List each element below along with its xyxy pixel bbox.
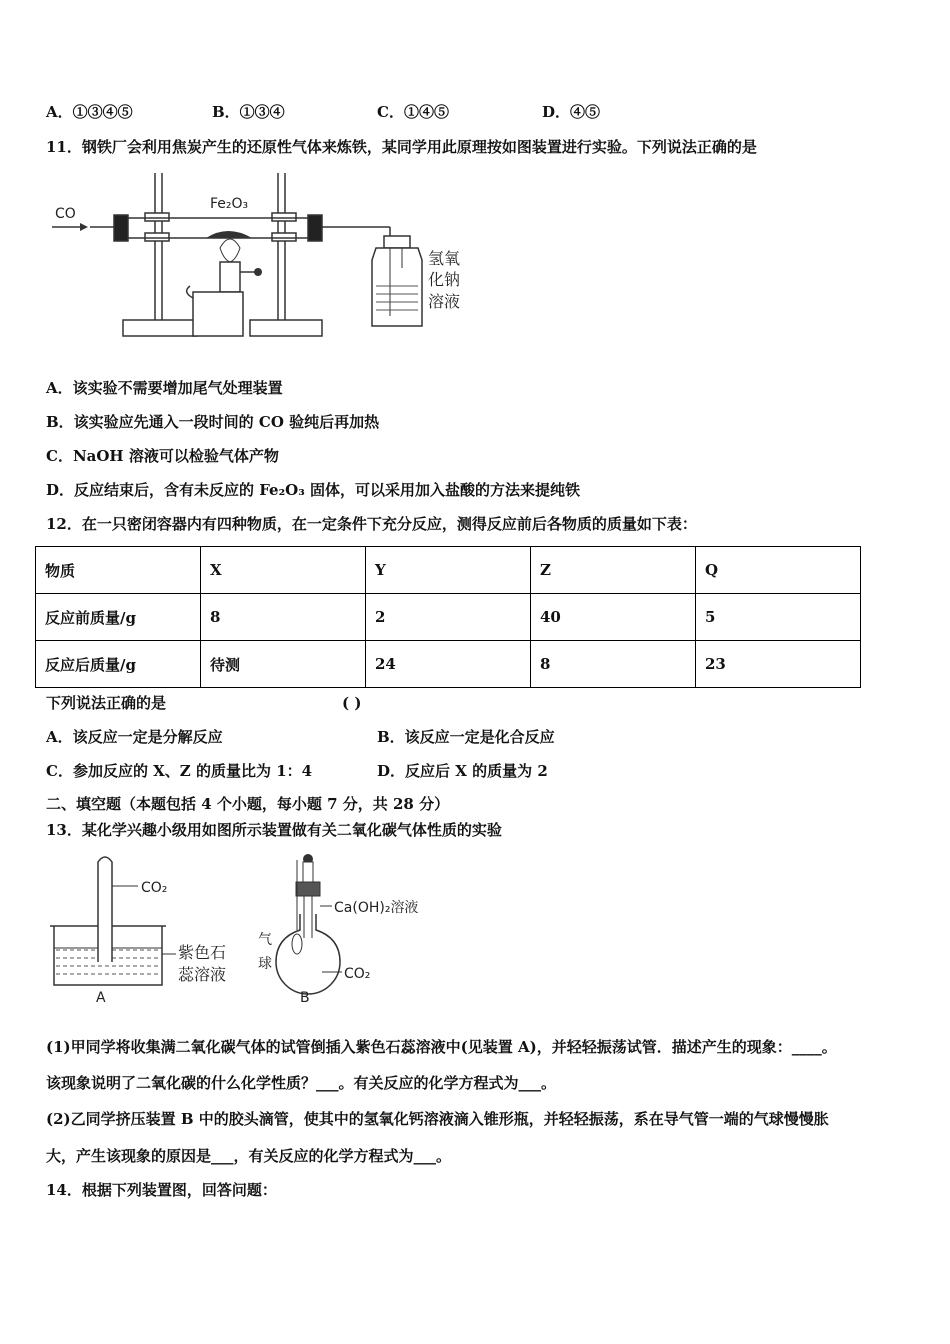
- balloon-label-2: 球: [258, 956, 272, 972]
- table-row-header: [36, 547, 861, 594]
- fe2o3-label: Fe₂O₃: [210, 196, 249, 212]
- label-b: B: [300, 990, 310, 1006]
- table-cell: 待测: [201, 641, 366, 688]
- q12-answer-paren: ( ): [342, 694, 362, 712]
- table-cell: Y: [366, 547, 531, 594]
- q10-option-c: C．①④⑤: [377, 103, 449, 121]
- litmus-label-2: 蕊溶液: [178, 965, 227, 984]
- label-a: A: [96, 990, 106, 1006]
- table-row-before: [36, 594, 861, 641]
- q10-option-d: D．④⑤: [542, 103, 601, 121]
- q11-option-c: C．NaOH 溶液可以检验气体产物: [46, 447, 279, 465]
- q11-option-d: D．反应结束后，含有未反应的 Fe₂O₃ 固体，可以采用加入盐酸的方法来提纯铁: [46, 481, 581, 499]
- q13-part2-line1: (2)乙同学挤压装置 B 中的胶头滴管，使其中的氢氧化钙溶液滴入锥形瓶，并轻轻振荡，系在导气管一端的气球慢慢胀: [46, 1110, 829, 1128]
- q12-option-c: C．参加反应的 X、Z 的质量比为 1：4: [46, 762, 313, 780]
- q13-apparatus-figure: [50, 850, 430, 1010]
- q12-option-d: D．反应后 X 的质量为 2: [377, 762, 548, 780]
- q12-stem: 12．在一只密闭容器内有四种物质，在一定条件下充分反应，测得反应前后各物质的质量如下表：: [46, 515, 697, 533]
- q12-prompt: 下列说法正确的是: [46, 694, 167, 712]
- q13-part1-line2: 该现象说明了二氧化碳的什么化学性质？___。有关反应的化学方程式为___。: [46, 1074, 557, 1092]
- co-label: CO: [55, 206, 76, 222]
- q12-option-b: B．该反应一定是化合反应: [377, 728, 555, 746]
- table-cell: Z: [531, 547, 696, 594]
- q13-part2-line2: 大，产生该现象的原因是___，有关反应的化学方程式为___。: [46, 1147, 452, 1165]
- q11-apparatus-figure: [50, 168, 480, 340]
- q11-stem: 11．钢铁厂会利用焦炭产生的还原性气体来炼铁，某同学用此原理按如图装置进行实验。下列说法正确的是: [46, 138, 757, 156]
- section-title: 二、填空题（本题包括 4 个小题，每小题 7 分，共 28 分）: [46, 795, 450, 813]
- q10-option-b: B．①③④: [212, 103, 285, 121]
- q14-stem: 14．根据下列装置图，回答问题：: [46, 1181, 277, 1199]
- q12-mass-table: [35, 546, 861, 688]
- table-cell: 反应后质量/g: [36, 641, 201, 688]
- table-cell: X: [201, 547, 366, 594]
- balloon-label-1: 气: [258, 932, 272, 948]
- table-cell: 2: [366, 594, 531, 641]
- table-row-after: [36, 641, 861, 688]
- table-cell: 8: [531, 641, 696, 688]
- co2-label-a: CO₂: [141, 880, 168, 896]
- table-cell: 5: [696, 594, 861, 641]
- caoh2-label: Ca(OH)₂溶液: [334, 900, 419, 916]
- litmus-label-1: 紫色石: [178, 943, 227, 962]
- table-cell: 反应前质量/g: [36, 594, 201, 641]
- table-cell: 24: [366, 641, 531, 688]
- co2-label-b: CO₂: [344, 966, 371, 982]
- naoh-label-2: 化钠: [428, 270, 461, 289]
- q11-option-b: B．该实验应先通入一段时间的 CO 验纯后再加热: [46, 413, 380, 431]
- q13-part1-line1: (1)甲同学将收集满二氧化碳气体的试管倒插入紫色石蕊溶液中(见装置 A)，并轻轻振荡试管．描述产生的现象：____。: [46, 1038, 837, 1056]
- table-cell: Q: [696, 547, 861, 594]
- table-cell: 23: [696, 641, 861, 688]
- table-cell: 40: [531, 594, 696, 641]
- naoh-label-1: 氢氧: [428, 249, 461, 268]
- naoh-label-3: 溶液: [428, 292, 461, 311]
- table-cell: 物质: [36, 547, 201, 594]
- q13-stem: 13．某化学兴趣小级用如图所示装置做有关二氧化碳气体性质的实验: [46, 821, 502, 839]
- q12-option-a: A．该反应一定是分解反应: [46, 728, 223, 746]
- q10-option-a: A．①③④⑤: [46, 103, 133, 121]
- q11-option-a: A．该实验不需要增加尾气处理装置: [46, 379, 283, 397]
- table-cell: 8: [201, 594, 366, 641]
